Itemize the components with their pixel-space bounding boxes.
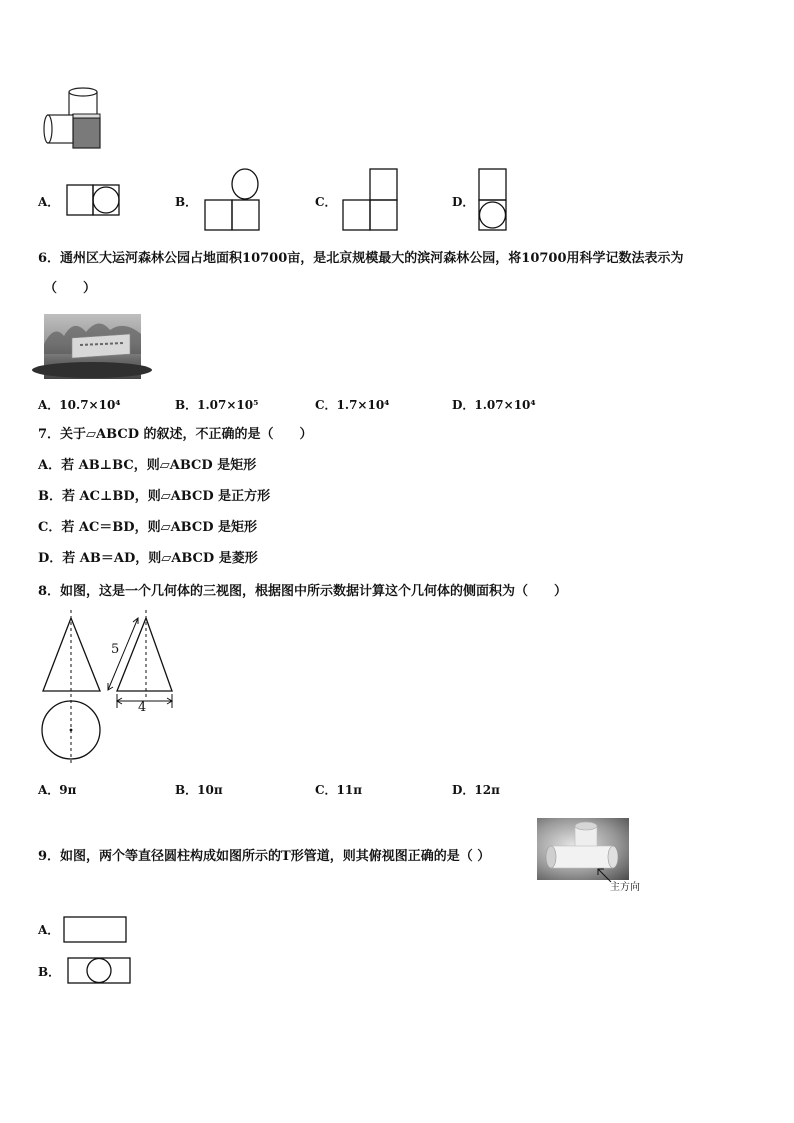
q5-option-b-label[interactable]: B． (175, 195, 198, 209)
q7-option-d[interactable]: D．若 AB＝AD，则▱ABCD 是菱形 (38, 551, 258, 566)
q9-option-a-label[interactable]: A． (38, 923, 60, 937)
q8-base-width-label: 4 (138, 700, 147, 715)
q5-solid-figure (40, 84, 110, 154)
q9-t-pipe-photo (537, 818, 629, 880)
q8-three-view-figure (36, 610, 181, 770)
q9-option-b-figure[interactable] (67, 957, 133, 985)
q6-answer-blank: （ ） (44, 281, 97, 296)
q6-park-photo (44, 314, 141, 379)
q8-option-a[interactable]: A．9π (38, 783, 77, 797)
q7-stem: 7．关于▱ABCD 的叙述，不正确的是（ ） (38, 427, 313, 442)
q5-option-d-label[interactable]: D． (452, 195, 475, 209)
q6-option-b[interactable]: B．1.07×10⁵ (175, 398, 259, 412)
q8-option-b[interactable]: B．10π (175, 783, 223, 797)
q8-slant-height-label: 5 (111, 642, 120, 657)
q6-stem: 6．通州区大运河森林公园占地面积10700亩，是北京规模最大的滨河森林公园，将10700用科学记数法表示为 (38, 251, 684, 266)
q9-option-b-label[interactable]: B． (38, 965, 61, 979)
q5-option-d-figure[interactable] (478, 168, 508, 232)
q9-option-a-figure[interactable] (63, 916, 129, 944)
q5-option-a-figure[interactable] (66, 184, 122, 216)
q5-option-a-label[interactable]: A． (38, 195, 60, 209)
q7-option-c[interactable]: C．若 AC＝BD，则▱ABCD 是矩形 (38, 520, 258, 535)
q9-stem: 9．如图，两个等直径圆柱构成如图所示的T形管道，则其俯视图正确的是（ ） (38, 849, 491, 864)
q8-option-d[interactable]: D．12π (452, 783, 500, 797)
q8-option-c[interactable]: C．11π (315, 783, 363, 797)
q7-option-b[interactable]: B．若 AC⊥BD，则▱ABCD 是正方形 (38, 489, 271, 504)
q8-stem: 8．如图，这是一个几何体的三视图，根据图中所示数据计算这个几何体的侧面积为（ ） (38, 584, 568, 599)
q5-option-b-figure[interactable] (204, 168, 260, 232)
q7-option-a[interactable]: A．若 AB⊥BC，则▱ABCD 是矩形 (38, 458, 257, 473)
q5-option-c-label[interactable]: C． (315, 195, 337, 209)
q6-option-a[interactable]: A．10.7×10⁴ (38, 398, 121, 412)
q6-option-d[interactable]: D．1.07×10⁴ (452, 398, 536, 412)
q9-direction-label: 主方向 (610, 882, 640, 893)
q6-option-c[interactable]: C．1.7×10⁴ (315, 398, 390, 412)
q5-option-c-figure[interactable] (342, 168, 398, 232)
